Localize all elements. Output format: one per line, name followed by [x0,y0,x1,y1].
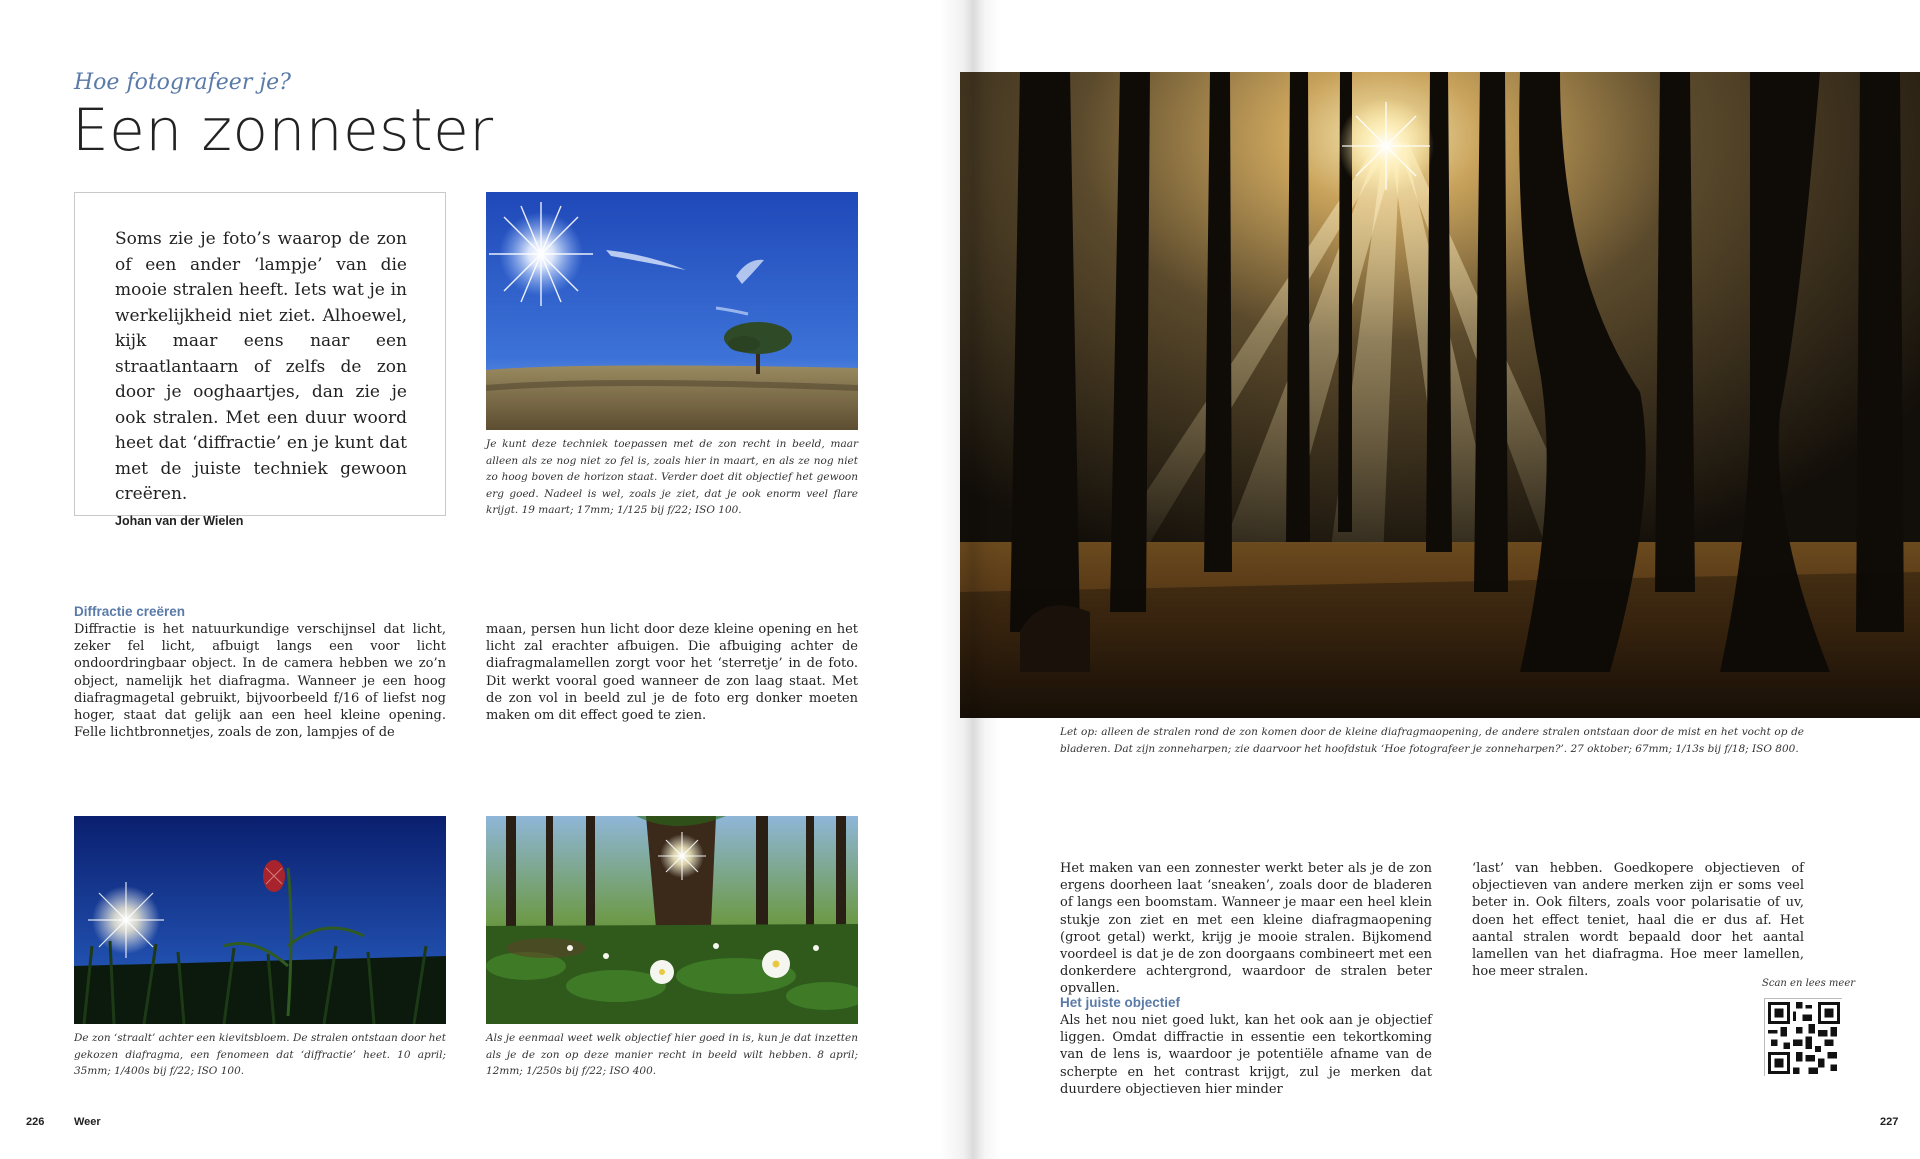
book-spine-shadow [940,0,1000,1159]
photo-forest-sunrays [960,72,1920,718]
scan-label: Scan en lees meer [1762,978,1856,989]
author-name: Johan van der Wielen [115,513,244,528]
intro-text: Soms zie je foto’s waarop de zon of een ander ‘lampje’ van die mooie stralen heeft. Iets wat je in werkelijkheid niet ziet. Alhoewel, kijk maar eens naar een straatlantaarn of zelfs de zon door je ooghaartjes, dan zie je ook stralen. Met een duur woord heet dat ‘diffractie’ en je kunt dat met de juiste techniek gewoon creëren. [115,229,407,504]
photo-tree-sunstar [486,192,858,430]
section-heading-diffractie: Diffractie creëren [74,604,186,619]
page-number-right: 227 [1880,1116,1899,1128]
section-label: Weer [74,1116,101,1128]
qr-code [1764,998,1842,1076]
caption-forest: Let op: alleen de stralen rond de zon komen door de kleine diafragmaopening, de andere stralen ontstaan door de mist en het vocht op de bladeren. Dat zijn zonneharpen; zie daarvoor het hoofdstuk ‘Hoe fotografeer je zonneharpen?’. 27 oktober; 67mm; 1/13s bij f/18; ISO 800. [1060,726,1804,755]
body-col-1b-right: Als het nou niet goed lukt, kan het ook aan je objectief liggen. Omdat diffractie in essentie een tekortkoming van de lens is, waardoor je potentiële afname van de scherpte en het contrast krijgt, zul je merken dat duurdere objectieven hier minder [1060,1013,1432,1097]
body-col-2: maan, persen hun licht door deze kleine opening en het licht zal erachter afbuigen. Die afbuiging achter de diafragmalamellen zorgt voor het ‘sterretje’ in de foto. Dit werkt vooral goed wanneer de zon laag staat. Met de zon vol in beeld zul je de foto erg donker moeten maken om dit effect goed te zien. [486,622,858,724]
page-title: Een zonnester [72,96,494,164]
body-col-2-right: ‘last’ van hebben. Goedkopere objectieven of objectieven van andere merken zijn er soms veel beter in. Ook filters, zoals voor polarisatie of uv, doen het effect teniet, haal die er dus af. Het aantal stralen wordt bepaald door het aantal lamellen van het diafragma. Hoe meer lamellen, hoe meer stralen. [1472,861,1804,980]
intro-box [74,192,446,528]
section-heading-objectief: Het juiste objectief [1060,995,1181,1010]
caption-tree: Je kunt deze techniek toepassen met de zon recht in beeld, maar alleen als ze nog niet zo fel is, zoals hier in maart, en als ze nog niet zo hoog boven de horizon staat. Verder doet dit objectief het gewoon erg goed. Nadeel is wel, zoals je ziet, dat je ook enorm veel flare krijgt. 19 maart; 17mm; 1/125 bij f/22; ISO 100. [486,438,858,516]
photo-anemone-forest [486,816,858,1024]
photo-fritillary [74,816,446,1024]
body-col-1-right: Het maken van een zonnester werkt beter als je de zon ergens doorheen laat ‘sneaken’, zoals door de bladeren of langs een boomstam. Wanneer je maar een heel klein stukje zon ziet en met een kleine diafragmaopening (groot getal) werkt, krijg je mooie stralen. Bijkomend voordeel is dat je de zon doorgaans combineert met een donkerdere achtergrond, waardoor de stralen beter opvallen. [1060,861,1432,997]
caption-flower: De zon ‘straalt’ achter een kievitsbloem. De stralen ontstaan door het gekozen diafragma, een fenomeen dat ‘diffractie’ heet. 10 april; 35mm; 1/400s bij f/22; ISO 100. [74,1032,446,1077]
caption-anemone: Als je eenmaal weet welk objectief hier goed in is, kun je dat inzetten als je de zon op deze manier recht in beeld wilt hebben. 8 april; 12mm; 1/250s bij f/22; ISO 400. [486,1032,858,1077]
page-number-left: 226 [26,1116,45,1128]
body-col-1: Diffractie is het natuurkundige verschijnsel dat licht, zeker fel licht, afbuigt langs een voor licht ondoordringbaar object. In de camera hebben we zo’n object, namelijk het diafragma. Wanneer je een hoog diafragmagetal gebruikt, bijvoorbeeld f/16 of liefst nog hoger, staat dat gelijk aan een heel kleine opening. Felle lichtbronnetjes, zoals de zon, lampjes of de [74,622,446,741]
kicker: Hoe fotografeer je? [74,70,291,95]
